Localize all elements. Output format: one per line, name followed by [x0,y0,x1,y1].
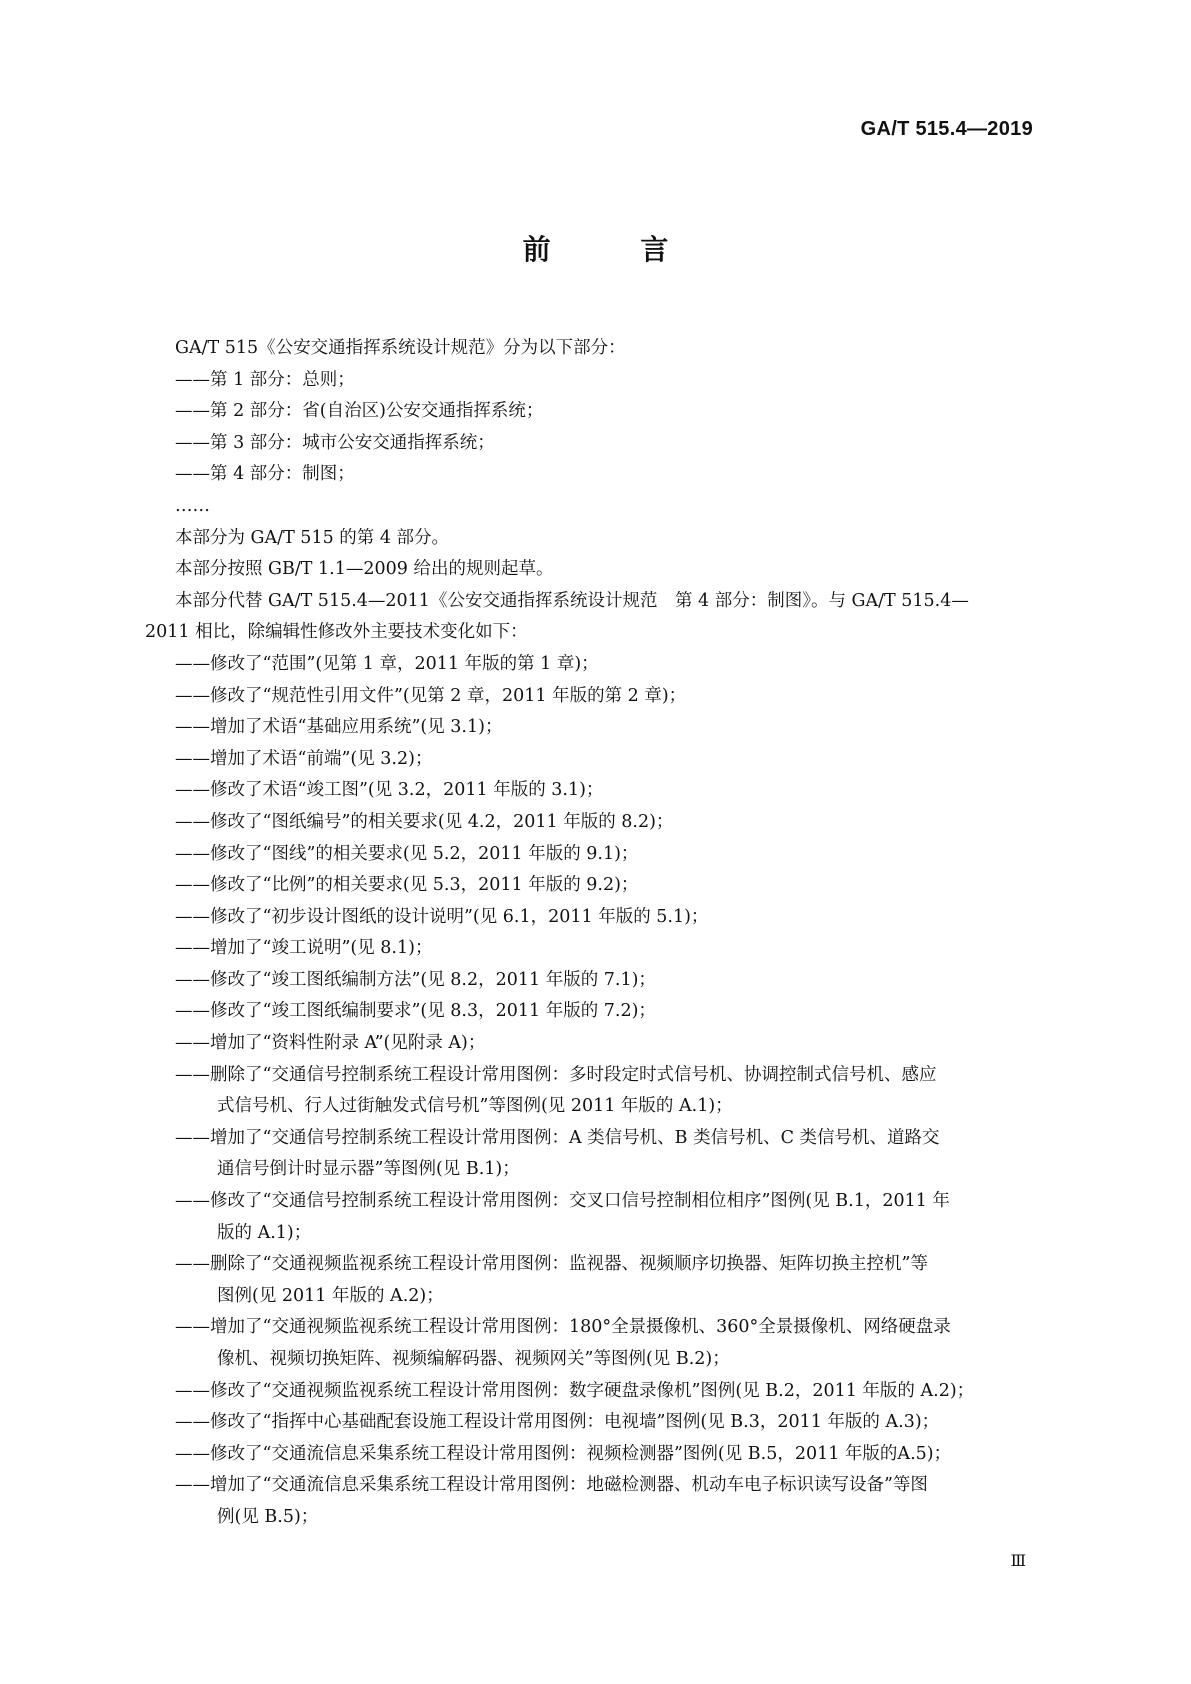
list-item: ——删除了“交通信号控制系统工程设计常用图例：多时段定时式信号机、协调控制式信号机、感应 [175,1064,937,1085]
list-item: ——修改了“范围”(见第 1 章，2011 年版的第 1 章)； [175,653,599,674]
list-item: ——修改了“指挥中心基础配套设施工程设计常用图例：电视墙”图例(见 B.3，2011 年版的 A.3)； [175,1412,940,1433]
list-item-continuation: 通信号倒计时显示器”等图例(见 B.1)； [217,1159,520,1180]
paragraph-line: 本部分按照 GB/T 1.1—2009 给出的规则起草。 [175,559,554,580]
list-item: ——修改了“图线”的相关要求(见 5.2，2011 年版的 9.1)； [175,843,639,864]
page-number: Ⅲ [1010,1553,1026,1570]
list-item: ——第 1 部分：总则； [175,369,355,390]
list-item: ——修改了“交通视频监视系统工程设计常用图例：数字硬盘录像机”图例(见 B.2，2011 年版的 A.2)； [175,1380,975,1401]
list-item: ——修改了“初步设计图纸的设计说明”(见 6.1，2011 年版的 5.1)； [175,906,709,927]
page-title: 前 言 [522,233,709,266]
list-item: ——第 2 部分：省(自治区)公安交通指挥系统； [175,401,544,422]
list-item: ——修改了术语“竣工图”(见 3.2，2011 年版的 3.1)； [175,780,604,801]
list-item: ——修改了“图纸编号”的相关要求(见 4.2，2011 年版的 8.2)； [175,811,674,832]
paragraph-line: 2011 相比，除编辑性修改外主要技术变化如下： [145,622,528,643]
list-item-continuation: 图例(见 2011 年版的 A.2)； [217,1285,444,1306]
list-item: ——修改了“规范性引用文件”(见第 2 章，2011 年版的第 2 章)； [175,685,687,706]
list-item: ——修改了“比例”的相关要求(见 5.3，2011 年版的 9.2)； [175,875,639,896]
list-item: ——修改了“竣工图纸编制要求”(见 8.3，2011 年版的 7.2)； [175,1001,656,1022]
list-item: ——修改了“竣工图纸编制方法”(见 8.2，2011 年版的 7.1)； [175,969,656,990]
list-item-continuation: 像机、视频切换矩阵、视频编解码器、视频网关”等图例(见 B.2)； [217,1349,730,1369]
list-item: ——第 4 部分：制图； [175,464,355,485]
standard-code-header: GA/T 515.4—2019 [860,118,1033,140]
list-item: ——修改了“交通流信息采集系统工程设计常用图例：视频检测器”图例(见 B.5，2011 年版的A.5)； [175,1443,952,1464]
preface-body [145,333,1055,1534]
list-item: ——增加了术语“基础应用系统”(见 3.1)； [175,717,503,738]
list-item: ——增加了“竣工说明”(见 8.1)； [175,938,433,959]
list-item: ——增加了“交通信号控制系统工程设计常用图例：A 类信号机、B 类信号机、C 类信号机、道路交 [175,1127,940,1148]
paragraph-line: GA/T 515《公安交通指挥系统设计规范》分为以下部分： [175,338,626,358]
paragraph-line: 本部分为 GA/T 515 的第 4 部分。 [175,527,450,548]
list-item: ——增加了术语“前端”(见 3.2)； [175,748,433,769]
ellipsis-line: …… [175,495,210,516]
list-item: ——增加了“资料性附录 A”(见附录 A)； [175,1033,486,1054]
list-item: ——增加了“交通视频监视系统工程设计常用图例：180°全景摄像机、360°全景摄像机、网络硬盘录 [175,1317,951,1338]
list-item-continuation: 例(见 B.5)； [217,1506,319,1527]
list-item: ——第 3 部分：城市公安交通指挥系统； [175,432,495,453]
list-item: ——修改了“交通信号控制系统工程设计常用图例：交叉口信号控制相位相序”图例(见 B.1，2011 年 [175,1191,950,1212]
list-item: ——删除了“交通视频监视系统工程设计常用图例：监视器、视频顺序切换器、矩阵切换主控机”等 [175,1254,928,1275]
paragraph-line: 本部分代替 GA/T 515.4—2011《公安交通指挥系统设计规范 第 4 部分：制图》。与 GA/T 515.4— [175,590,969,611]
list-item: ——增加了“交通流信息采集系统工程设计常用图例：地磁检测器、机动车电子标识读写设备”等图 [175,1475,928,1496]
list-item-continuation: 版的 A.1)； [217,1222,312,1243]
list-item-continuation: 式信号机、行人过街触发式信号机”等图例(见 2011 年版的 A.1)； [217,1096,733,1117]
